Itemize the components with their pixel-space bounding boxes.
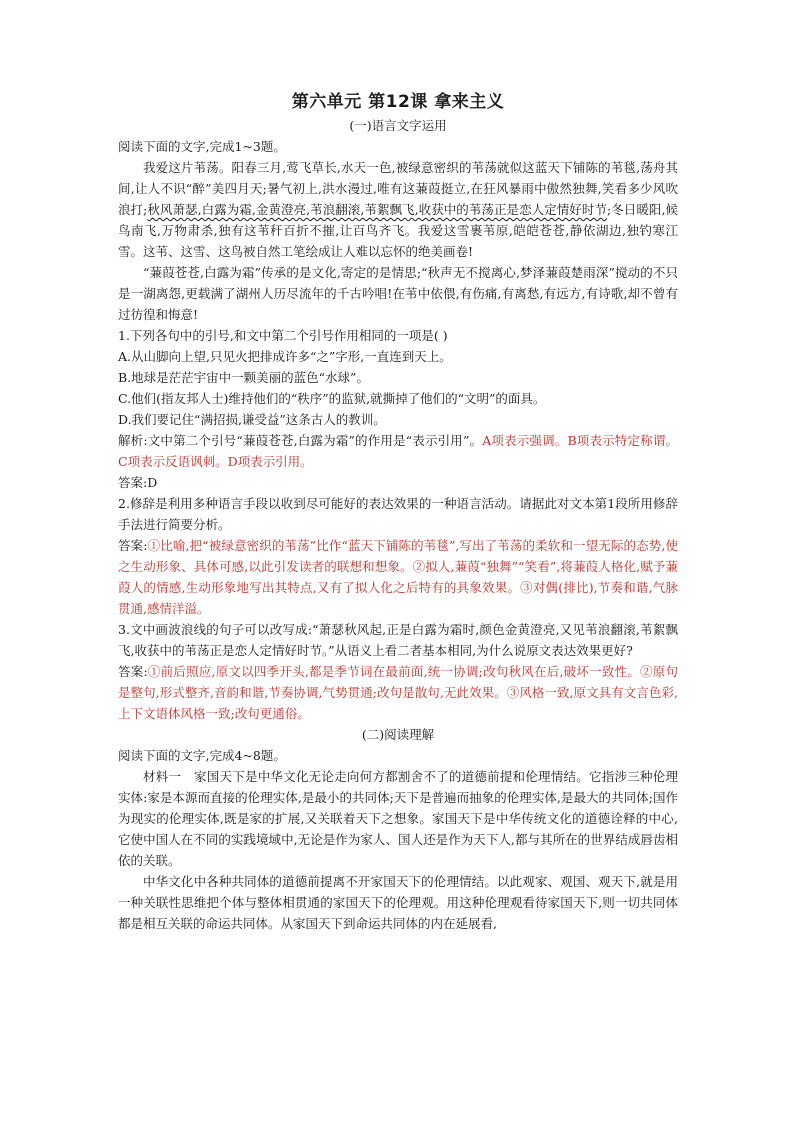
material-1-paragraph [118,766,678,871]
passage-p1-part-a: 我爱这片苇荡。阳春三月,莺飞草长,水天一色,被绿意密织的苇荡就似这蓝天下铺陈的苇毯,荡舟其间,让人不识“醉”美四月天;暑气初上,洪水漫过,唯有这蒹葭挺立,在狂风暴雨中傲然独舞,笑看多少风吹浪打; [118,160,678,217]
answer-label: 答案: [118,538,148,553]
question-1-analysis [118,430,678,472]
question-3-stem: 3.文中画波浪线的句子可以改写成:“萧瑟秋风起,正是白露为霜时,颜色金黄澄亮,又见苇浪翻滚,苇絮飘飞,收获中的苇荡正是恋人定情好时节。”从语义上看二者基本相同,为什么说原文表达效果更好? [118,622,678,658]
section-heading-reading: (二)阅读理解 [361,727,435,742]
answer-text: ①比喻,把“被绿意密织的苇荡”比作“蓝天下铺陈的苇毯”,写出了苇荡的柔软和一望无际的态势,使之生动形象、具体可感,以此引发读者的联想和想象。②拟人,蒹葭“独舞”“笑看”,将蒹葭人格化,赋予蒹葭人的情感,生动形象地写出其特点,又有了拟人化之后特有的具象效果。③对偶(排比),节奏和谐,气脉贯通,感情洋溢。 [118,538,679,616]
analysis-label: 解析: [118,433,148,448]
question-1-option-b: B.地球是茫茫宇宙中一颗美丽的蓝色“水球”。 [118,370,369,385]
answer-label: 答案: [118,664,148,679]
section-heading-language: (一)语言文字运用 [349,118,447,133]
material-1-label: 材料一 [143,769,182,784]
question-1-option-c: C.他们(指友邦人士)维持他们的“秩序”的监狱,就撕掉了他们的“文明”的面具。 [118,391,546,406]
question-2-answer [118,535,678,619]
question-1-answer: 答案:D [118,475,158,490]
analysis-text-highlight: A项表示强调。B项表示特定称谓。C项表示反语讽刺。D项表示引用。 [118,433,678,469]
question-2-stem: 2.修辞是利用多种语言手段以收到尽可能好的表达效果的一种语言活动。请据此对文本第1段所用修辞手法进行简要分析。 [118,496,678,532]
answer-text: ①前后照应,原文以四季开头,都是季节词在最前面,统一协调;改句秋风在后,破坏一致性。②原句是整句,形式整齐,音韵和谐,节奏协调,气势贯通;改句是散句,无此效果。③风格一致,原文具有文言色彩,上下文语体风格一致;改句更通俗。 [118,664,678,721]
passage-paragraph-2: “蒹葭苍苍,白露为霜”传承的是文化,寄定的是情思;“秋声无不搅离心,梦泽蒹葭楚雨深”搅动的不只是一湖离怨,更载满了湖州人历尽流年的千古吟唱!在苇中依偎,有伤痛,有离愁,有远方,有诗歌,却不曾有过彷徨和悔意! [118,265,678,322]
page-title: 第六单元 第12课 拿来主义 [291,92,505,112]
question-1-option-a: A.从山脚向上望,只见火把排成许多“之”字形,一直连到天上。 [118,349,452,364]
question-1-option-d: D.我们要记住“满招损,谦受益”这条古人的教训。 [118,412,386,427]
analysis-text: 文中第二个引号“蒹葭苍苍,白露为霜”的作用是“表示引用”。 [147,433,483,448]
material-1-text: 家国天下是中华文化无论走向何方都割舍不了的道德前提和伦理情结。它指涉三种伦理实体:家是本源而直接的伦理实体,是最小的共同体;天下是普遍而抽象的伦理实体,是最大的共同体;国作为现实的伦理实体,既是家的扩展,又关联着天下之想象。家国天下是中华传统文化的道德诠释的中心,它使中国人在不同的实践境域中,无论是作为家人、国人还是作为天下人,都与其所在的世界结成唇齿相依的关联。 [118,769,678,868]
question-1-stem: 1.下列各句中的引号,和文中第二个引号作用相同的一项是( ) [118,328,448,343]
instruction-1: 阅读下面的文字,完成1~3题。 [118,139,286,154]
document-page [118,92,678,934]
material-1-paragraph-2: 中华文化中各种共同体的道德前提离不开家国天下的伦理情结。以此观家、观国、观天下,就是用一种关联性思维把个体与整体相贯通的家国天下的伦理观。用这种伦理观看待家国天下,则一切共同体都是相互关联的命运共同体。从家国天下到命运共同体的内在延展看, [118,874,678,931]
instruction-2: 阅读下面的文字,完成4~8题。 [118,748,286,763]
passage-paragraph-1 [118,157,678,262]
question-3-answer [118,661,678,724]
passage-p1-part-b: ;冬日暖阳,候鸟南飞,万物肃杀,独有这苇秆百折不摧,让百鸟齐飞。我爱这雪裹苇原,皑皑苍苍,静依湖边,独钓寒江雪。这苇、这雪、这鸟被自然工笔绘成让人难以忘怀的绝美画卷! [118,202,679,259]
wavy-underlined-sentence: 秋风萧瑟,白露为霜,金黄澄亮,苇浪翻滚,苇絮飘飞,收获中的苇荡正是恋人定情好时节 [147,202,607,217]
